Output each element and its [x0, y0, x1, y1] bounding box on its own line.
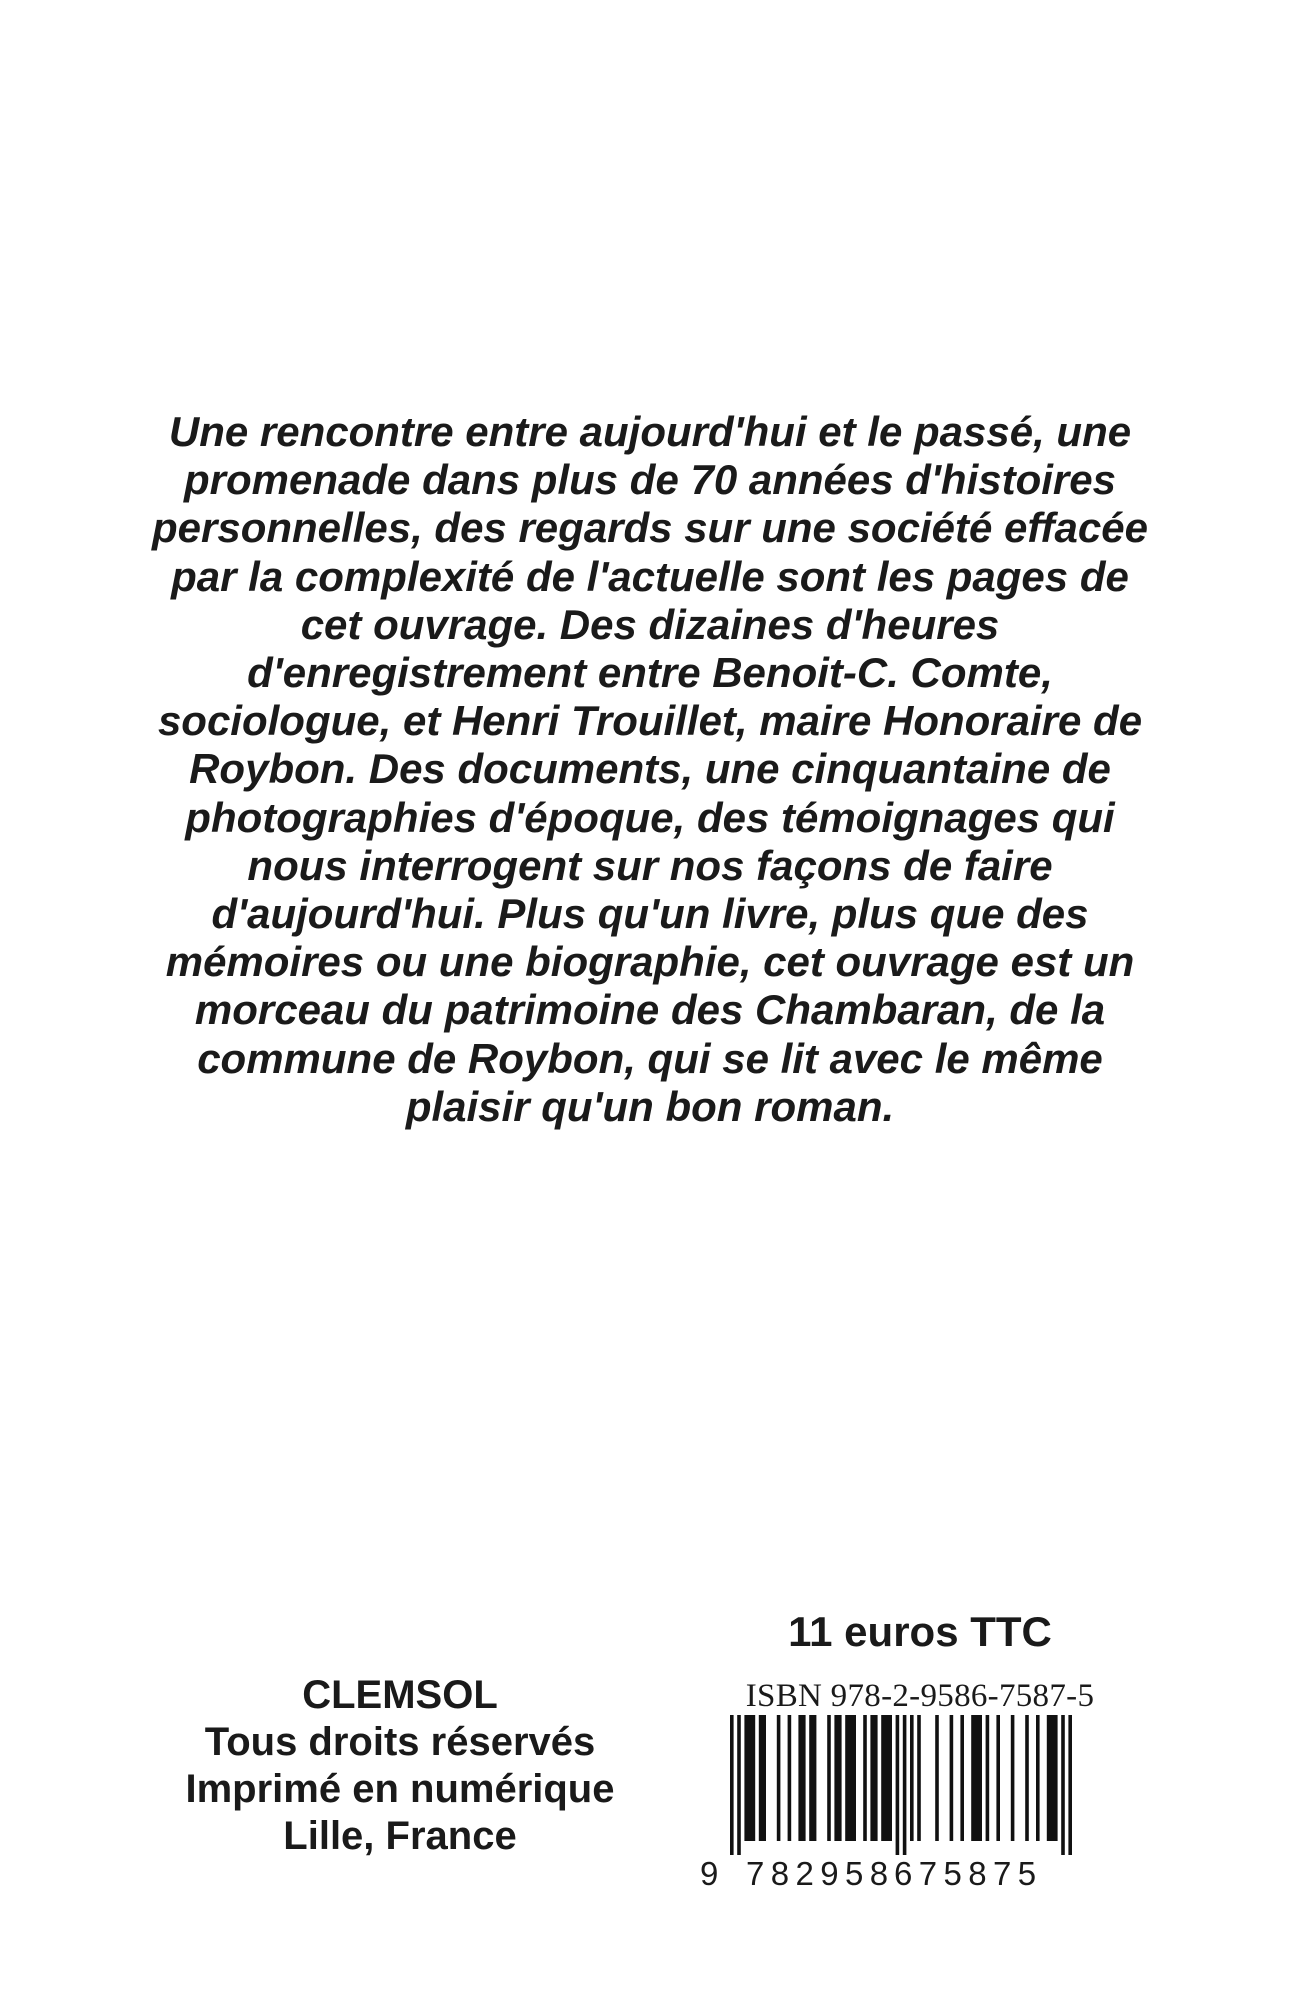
- blurb-line: Roybon. Des documents, une cinquantaine de: [189, 745, 1111, 793]
- barcode-bar: [1011, 1715, 1015, 1841]
- barcode-bar: [730, 1715, 734, 1855]
- blurb-line: promenade dans plus de 70 années d'histoires: [184, 456, 1116, 504]
- barcode-bar: [845, 1715, 856, 1841]
- barcode-bar: [950, 1715, 954, 1841]
- barcode-left-group: 782958: [746, 1855, 895, 1892]
- barcode-bar: [960, 1715, 964, 1841]
- barcode-bar: [798, 1715, 805, 1841]
- barcode-bar: [834, 1715, 841, 1841]
- barcode-bar: [759, 1715, 766, 1841]
- barcode-bar: [917, 1715, 921, 1841]
- barcode-bar: [935, 1715, 939, 1841]
- blurb-line: commune de Roybon, qui se lit avec le même: [197, 1034, 1103, 1082]
- blurb-line: plaisir qu'un bon roman.: [405, 1082, 895, 1130]
- barcode-bar: [986, 1715, 990, 1841]
- printing-notice: Imprimé en numérique: [185, 1767, 615, 1811]
- barcode-digits: [700, 1856, 1100, 1892]
- back-cover-blurb: [130, 408, 1170, 1131]
- barcode-bar: [903, 1715, 907, 1855]
- barcode-bar: [881, 1715, 892, 1841]
- isbn-label: ISBN 978-2-9586-7587-5: [745, 1678, 1095, 1714]
- blurb-line: Une rencontre entre aujourd'hui et le passé, une: [168, 408, 1132, 455]
- barcode-bar: [744, 1715, 755, 1841]
- barcode-bar: [863, 1715, 867, 1841]
- barcode-bar: [777, 1715, 781, 1841]
- blurb-line: photographies d'époque, des témoignages qui: [185, 793, 1115, 841]
- barcode-bar: [737, 1715, 741, 1855]
- barcode-bar: [827, 1715, 831, 1841]
- blurb-line: mémoires ou une biographie, cet ouvrage est un: [165, 938, 1135, 986]
- barcode-right-group: 675875: [894, 1855, 1043, 1892]
- barcode-bar: [1061, 1715, 1065, 1855]
- blurb-line: sociologue, et Henri Trouillet, maire Honoraire de: [157, 697, 1143, 745]
- barcode-bar: [996, 1715, 1000, 1841]
- barcode-bar: [1068, 1715, 1072, 1855]
- printing-location: Lille, France: [283, 1814, 517, 1858]
- barcode-bar: [1036, 1715, 1040, 1841]
- barcode-bar: [809, 1715, 816, 1841]
- publisher-imprint: [120, 1672, 680, 1860]
- publisher-name: CLEMSOL: [302, 1673, 498, 1717]
- blurb-line: personnelles, des regards sur une société effacée: [151, 504, 1148, 552]
- barcode-bar: [896, 1715, 900, 1855]
- barcode-bar: [971, 1715, 982, 1841]
- barcode-bar: [788, 1715, 792, 1841]
- price-label: 11 euros TTC: [788, 1608, 1052, 1655]
- blurb-line: morceau du patrimoine des Chambaran, de la: [194, 986, 1106, 1034]
- blurb-line: nous interrogent sur nos façons de faire: [247, 841, 1053, 889]
- blurb-line: d'enregistrement entre Benoit-C. Comte,: [247, 649, 1053, 697]
- rights-notice: Tous droits réservés: [204, 1720, 596, 1764]
- barcode-bar: [1025, 1715, 1029, 1841]
- blurb-line: par la complexité de l'actuelle sont les pages de: [171, 552, 1129, 600]
- barcode-bar: [870, 1715, 877, 1841]
- barcode-bar: [1047, 1715, 1058, 1841]
- barcode-bar: [910, 1715, 914, 1841]
- barcode-first-digit: 9: [700, 1855, 719, 1892]
- blurb-line: d'aujourd'hui. Plus qu'un livre, plus que des: [211, 890, 1089, 938]
- blurb-line: cet ouvrage. Des dizaines d'heures: [300, 600, 1000, 648]
- isbn-barcode: [700, 1715, 1100, 1855]
